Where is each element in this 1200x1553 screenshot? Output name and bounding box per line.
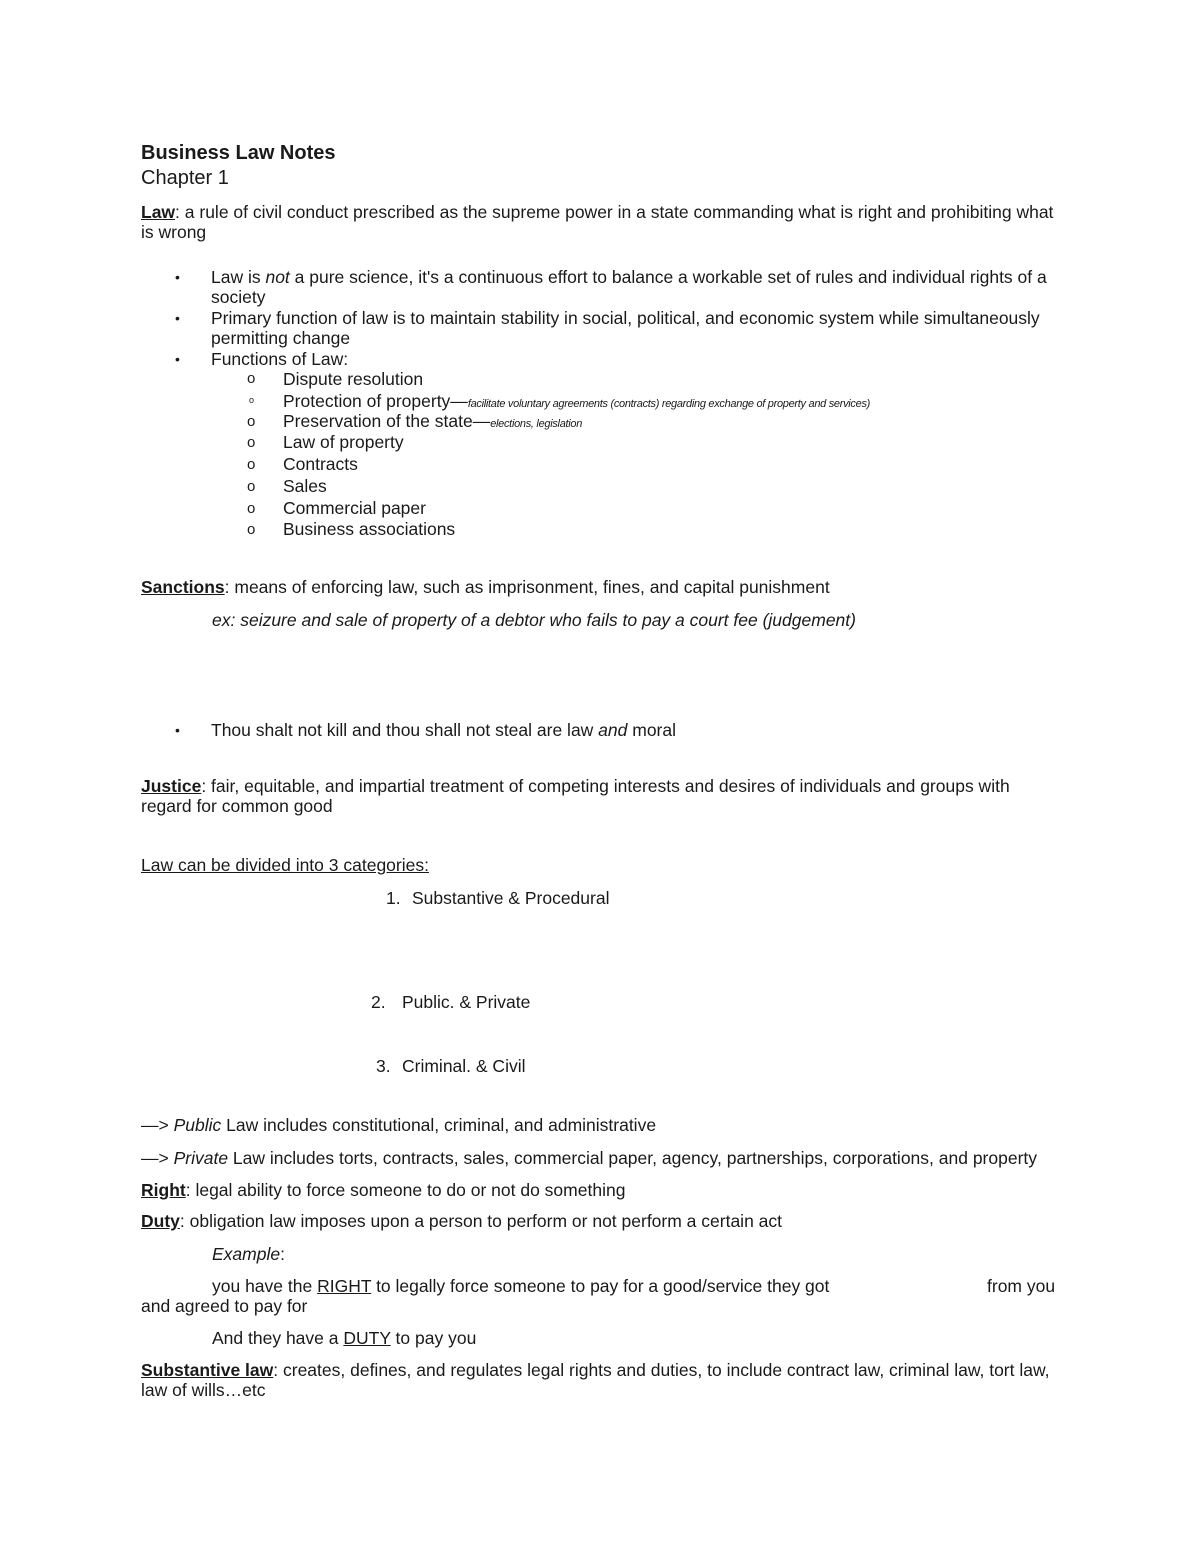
example-right-line	[212, 1276, 829, 1296]
arrow-icon: —>	[141, 1115, 174, 1135]
bullet-item	[211, 267, 1071, 307]
sub-bullet-icon: o	[247, 370, 256, 387]
category-number: 2.	[371, 992, 386, 1012]
private-law-text: Law includes torts, contracts, sales, commercial paper, agency, partnerships, corporations, and property	[228, 1148, 1038, 1168]
example-right-wrap: and agreed to pay for	[141, 1296, 308, 1316]
example-label-text: Example	[212, 1244, 281, 1264]
bullet-icon: •	[175, 351, 180, 367]
example-right-keyword: RIGHT	[317, 1276, 372, 1296]
moral-bullet	[211, 720, 676, 740]
sanctions-term: Sanctions	[141, 577, 225, 597]
example-label	[212, 1244, 285, 1264]
bullet-text-emphasis: not	[265, 267, 290, 287]
function-item-note: facilitate voluntary agreements (contracts) regarding exchange of property and services)	[467, 398, 871, 410]
function-item: Sales	[283, 476, 327, 496]
category-number: 1.	[386, 888, 401, 908]
sanctions-example: ex: seizure and sale of property of a debtor who fails to pay a court fee (judgement)	[212, 610, 856, 630]
bullet-item: Functions of Law:	[211, 349, 349, 369]
substantive-law-definition	[141, 1360, 1071, 1400]
function-item: Business associations	[283, 519, 456, 539]
function-item: Dispute resolution	[283, 369, 424, 389]
function-item: Commercial paper	[283, 498, 426, 518]
document-title: Business Law Notes	[141, 142, 336, 164]
law-term: Law	[141, 202, 176, 222]
function-item: Contracts	[283, 454, 358, 474]
bullet-icon: •	[175, 310, 180, 326]
substantive-law-text: : creates, defines, and regulates legal rights and duties, to include contract law, criminal law, tort law, law of wills…etc	[141, 1360, 1050, 1400]
category-item: Public. & Private	[402, 992, 531, 1012]
public-law-emphasis: Public	[173, 1115, 222, 1135]
example-right-pre: you have the	[212, 1276, 318, 1296]
duty-definition	[141, 1211, 782, 1231]
duty-definition-text: : obligation law imposes upon a person to perform or not perform a certain act	[179, 1211, 783, 1231]
right-term: Right	[141, 1180, 186, 1200]
example-duty-post: to pay you	[390, 1328, 477, 1348]
example-duty-pre: And they have a	[212, 1328, 344, 1348]
public-law-line	[141, 1115, 656, 1135]
right-definition	[141, 1180, 625, 1200]
sub-bullet-icon: o	[249, 395, 255, 405]
function-item-text: Preservation of the state—	[283, 411, 491, 431]
bullet-item: Primary function of law is to maintain stability in social, political, and economic system while simultaneously permitting change	[211, 308, 1040, 348]
example-duty-line	[212, 1328, 476, 1348]
function-item-text: Protection of property—	[283, 391, 468, 411]
sanctions-definition	[141, 577, 830, 597]
sub-bullet-icon: o	[247, 413, 256, 430]
category-number: 3.	[376, 1056, 391, 1076]
right-definition-text: : legal ability to force someone to do or not do something	[185, 1180, 626, 1200]
bullet-icon: •	[175, 269, 180, 285]
example-duty-keyword: DUTY	[343, 1328, 391, 1348]
example-right-tail: from you	[987, 1276, 1056, 1296]
function-item	[283, 411, 582, 434]
sanctions-definition-text: : means of enforcing law, such as imprisonment, fines, and capital punishment	[224, 577, 830, 597]
private-law-emphasis: Private	[173, 1148, 229, 1168]
justice-definition-text: : fair, equitable, and impartial treatment of competing interests and desires of individuals and groups with regard for common good	[141, 776, 1010, 816]
sub-bullet-icon: o	[247, 434, 256, 451]
bullet-text-post: a pure science, it's a continuous effort to balance a workable set of rules and individual rights of a society	[211, 267, 1047, 307]
justice-definition	[141, 776, 1041, 816]
bullet-text-pre: Law is	[211, 267, 266, 287]
categories-heading: Law can be divided into 3 categories:	[141, 855, 429, 875]
moral-text-pre: Thou shalt not kill and thou shall not steal are law	[211, 720, 599, 740]
sub-bullet-icon: o	[247, 500, 256, 517]
arrow-icon: —>	[141, 1148, 174, 1168]
function-item: Law of property	[283, 432, 404, 452]
sub-bullet-icon: o	[247, 456, 256, 473]
sub-bullet-icon: o	[247, 521, 256, 538]
example-right-post: to legally force someone to pay for a good/service they got	[371, 1276, 830, 1296]
justice-term: Justice	[141, 776, 202, 796]
bullet-icon: •	[175, 722, 180, 738]
public-law-text: Law includes constitutional, criminal, and administrative	[221, 1115, 657, 1135]
example-label-colon: :	[280, 1244, 285, 1264]
chapter-heading: Chapter 1	[141, 167, 229, 189]
law-definition-text: : a rule of civil conduct prescribed as the supreme power in a state commanding what is right and prohibiting what is wrong	[141, 202, 1054, 242]
moral-text-emphasis: and	[598, 720, 628, 740]
duty-term: Duty	[141, 1211, 180, 1231]
category-item: Substantive & Procedural	[412, 888, 610, 908]
sub-bullet-icon: o	[247, 478, 256, 495]
category-item: Criminal. & Civil	[402, 1056, 526, 1076]
private-law-line	[141, 1148, 1037, 1168]
moral-text-post: moral	[627, 720, 676, 740]
law-definition	[141, 202, 1061, 242]
substantive-law-term: Substantive law	[141, 1360, 274, 1380]
function-item-note: elections, legislation	[490, 418, 583, 430]
